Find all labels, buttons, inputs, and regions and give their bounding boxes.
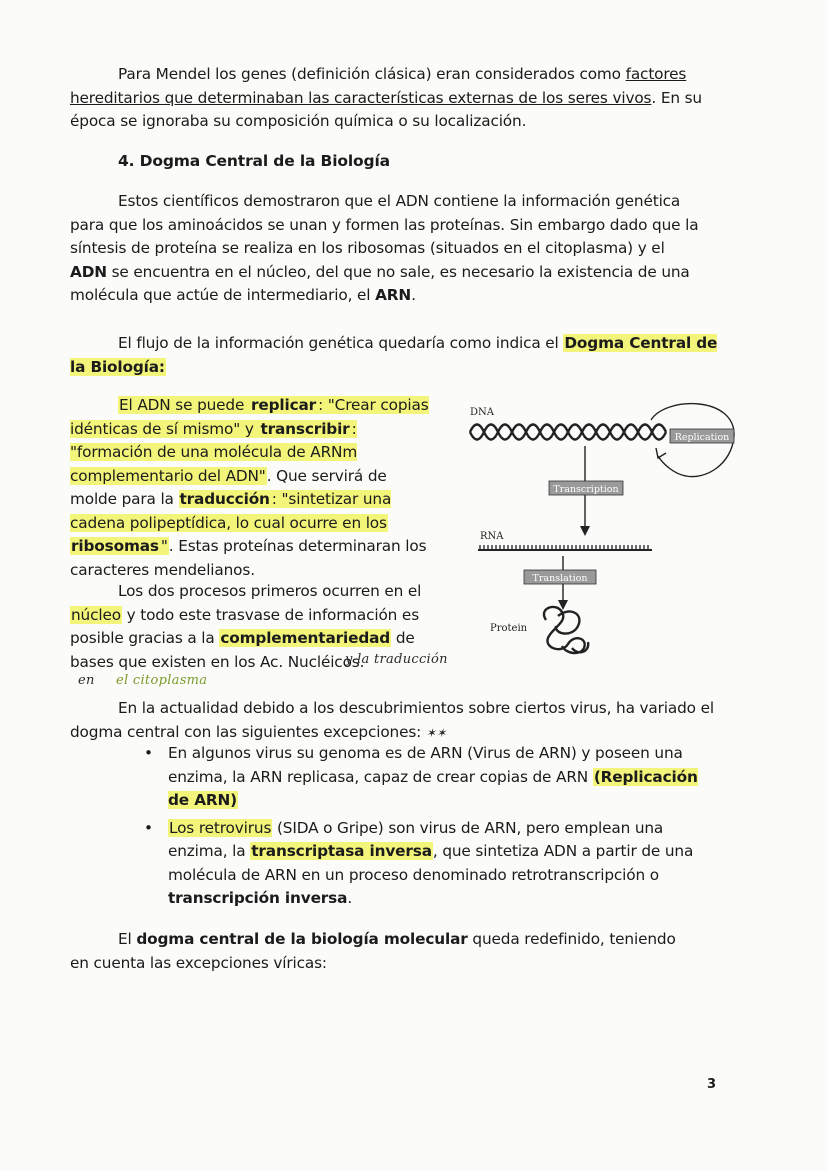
traduccion-term: traducción [179,490,270,508]
bullet-icon: • [144,744,153,762]
list-item [144,817,716,911]
transcriptasa-term: transcriptasa inversa [251,842,432,860]
rna-label: RNA [480,531,504,542]
paragraph-intermediary [70,190,702,308]
handwritten-note-traduccion: y la traducción [345,652,448,667]
traduccion-def: : "sintetizar una cadena polipeptídica, lo cual ocurre en los [70,490,392,532]
adn-term: ADN [70,262,107,281]
replicar-term: replicar [250,396,317,414]
page-number: 3 [706,1077,716,1092]
bullet1-text: En algunos virus su genoma es de ARN (Virus de ARN) y poseen una enzima, la ARN replicasa, capaz de crear copias de ARN [168,744,683,786]
paragraph-replication [70,394,434,582]
retrovirus-term: Los retrovirus [169,818,272,837]
dogma-molecular-term: dogma central de la biología molecular [136,930,468,948]
nucleo-term: núcleo [71,605,121,624]
section-heading: 4. Dogma Central de la Biología [118,152,390,170]
dna-helix [470,425,666,440]
exceptions-list [144,742,716,911]
bullet2-text3: . [347,889,353,907]
paragraph-flow-text: El flujo de la información genética quedaría como indica el [118,334,564,352]
paragraph-intermediary-text2: se encuentra en el núcleo, del que no sale, es necesario la existencia de una molécula que actúe de intermediario, el [70,262,690,304]
paragraph-flow [70,332,722,379]
handwritten-note-citoplasma: el citoplasma [116,673,208,688]
transcripcion-inversa-term: transcripción inversa [168,889,348,907]
transcription-label: Transcription [553,484,619,495]
translation-label: Translation [532,573,588,584]
central-dogma-diagram [466,402,736,662]
paragraph-nucleus-text2: y todo este trasvase de información es posible gracias a la [70,605,420,647]
dna-label: DNA [470,407,494,418]
rna-strand [478,545,652,550]
paragraph-intermediary-text3: . [411,286,416,304]
ribosomas-close: " [160,537,168,555]
paragraph-replication-text2: . Estas proteínas determinaran los caracteres mendelianos. [70,537,427,579]
paragraph-mendel-outro: . En su época se ignoraba su composición química o su localización. [70,88,702,130]
transcribir-term: transcribir [260,419,350,438]
dogma-highlight: Dogma Central de la Biología: [70,334,718,376]
replication-label: Replication [674,432,730,443]
bullet-icon: • [144,818,153,837]
list-item [144,742,716,813]
bullet2-text2: , que sintetiza ADN a partir de una molécula de ARN en un proceso denominado retrotranscripción o [168,842,694,884]
bullet2-text1: (SIDA o Gripe) son virus de ARN, pero emplean una enzima, la [168,818,664,860]
paragraph-nucleus-text1: Los dos procesos primeros ocurren en el [118,582,422,600]
paragraph-nucleus-text3: de bases que existen en los Ac. Nucléicos. [70,629,415,671]
complementariedad-term: complementariedad [220,629,391,647]
ribosomas-term: ribosomas [71,537,159,555]
paragraph-intermediary-text1: Estos científicos demostraron que el ADN contiene la información genética para que los aminoácidos se unan y formen las proteínas. Sin embargo dado que la síntesis de proteína se realiza en los ribosomas (situados en el citoplasma) y el [70,192,699,257]
protein-label: Protein [490,623,528,634]
paragraph-mendel-intro: Para Mendel los genes (definición clásica) eran considerados como [118,65,626,83]
paragraph-redefined-text2: queda redefinido, teniendo en cuenta las excepciones víricas: [70,930,676,972]
handwritten-note-en: en [78,673,95,688]
replicar-lead: El ADN se puede [119,396,249,414]
paragraph-exceptions [70,697,722,745]
transcribir-def: : "formación de una molécula de ARNm complementario del ADN" [70,419,358,485]
paragraph-redefined [70,928,690,975]
paragraph-redefined-text1: El [118,930,137,948]
arn-term: ARN [375,286,412,304]
paragraph-replication-text1: . Que servirá de molde para la [70,466,387,508]
bullet1-highlight: (Replicación de ARN) [168,767,698,809]
paragraph-mendel [70,63,702,134]
handwritten-marks: ✶✶ [425,725,447,740]
protein-coil-icon [544,607,588,653]
paragraph-exceptions-text: En la actualidad debido a los descubrimientos sobre ciertos virus, ha variado el dogma central con las siguientes excepciones: [70,699,714,741]
paragraph-mendel-underlined: factores hereditarios que determinaban las características externas de los seres vivos [70,65,687,107]
replicar-def: : "Crear copias idénticas de sí mismo" y [70,396,429,438]
